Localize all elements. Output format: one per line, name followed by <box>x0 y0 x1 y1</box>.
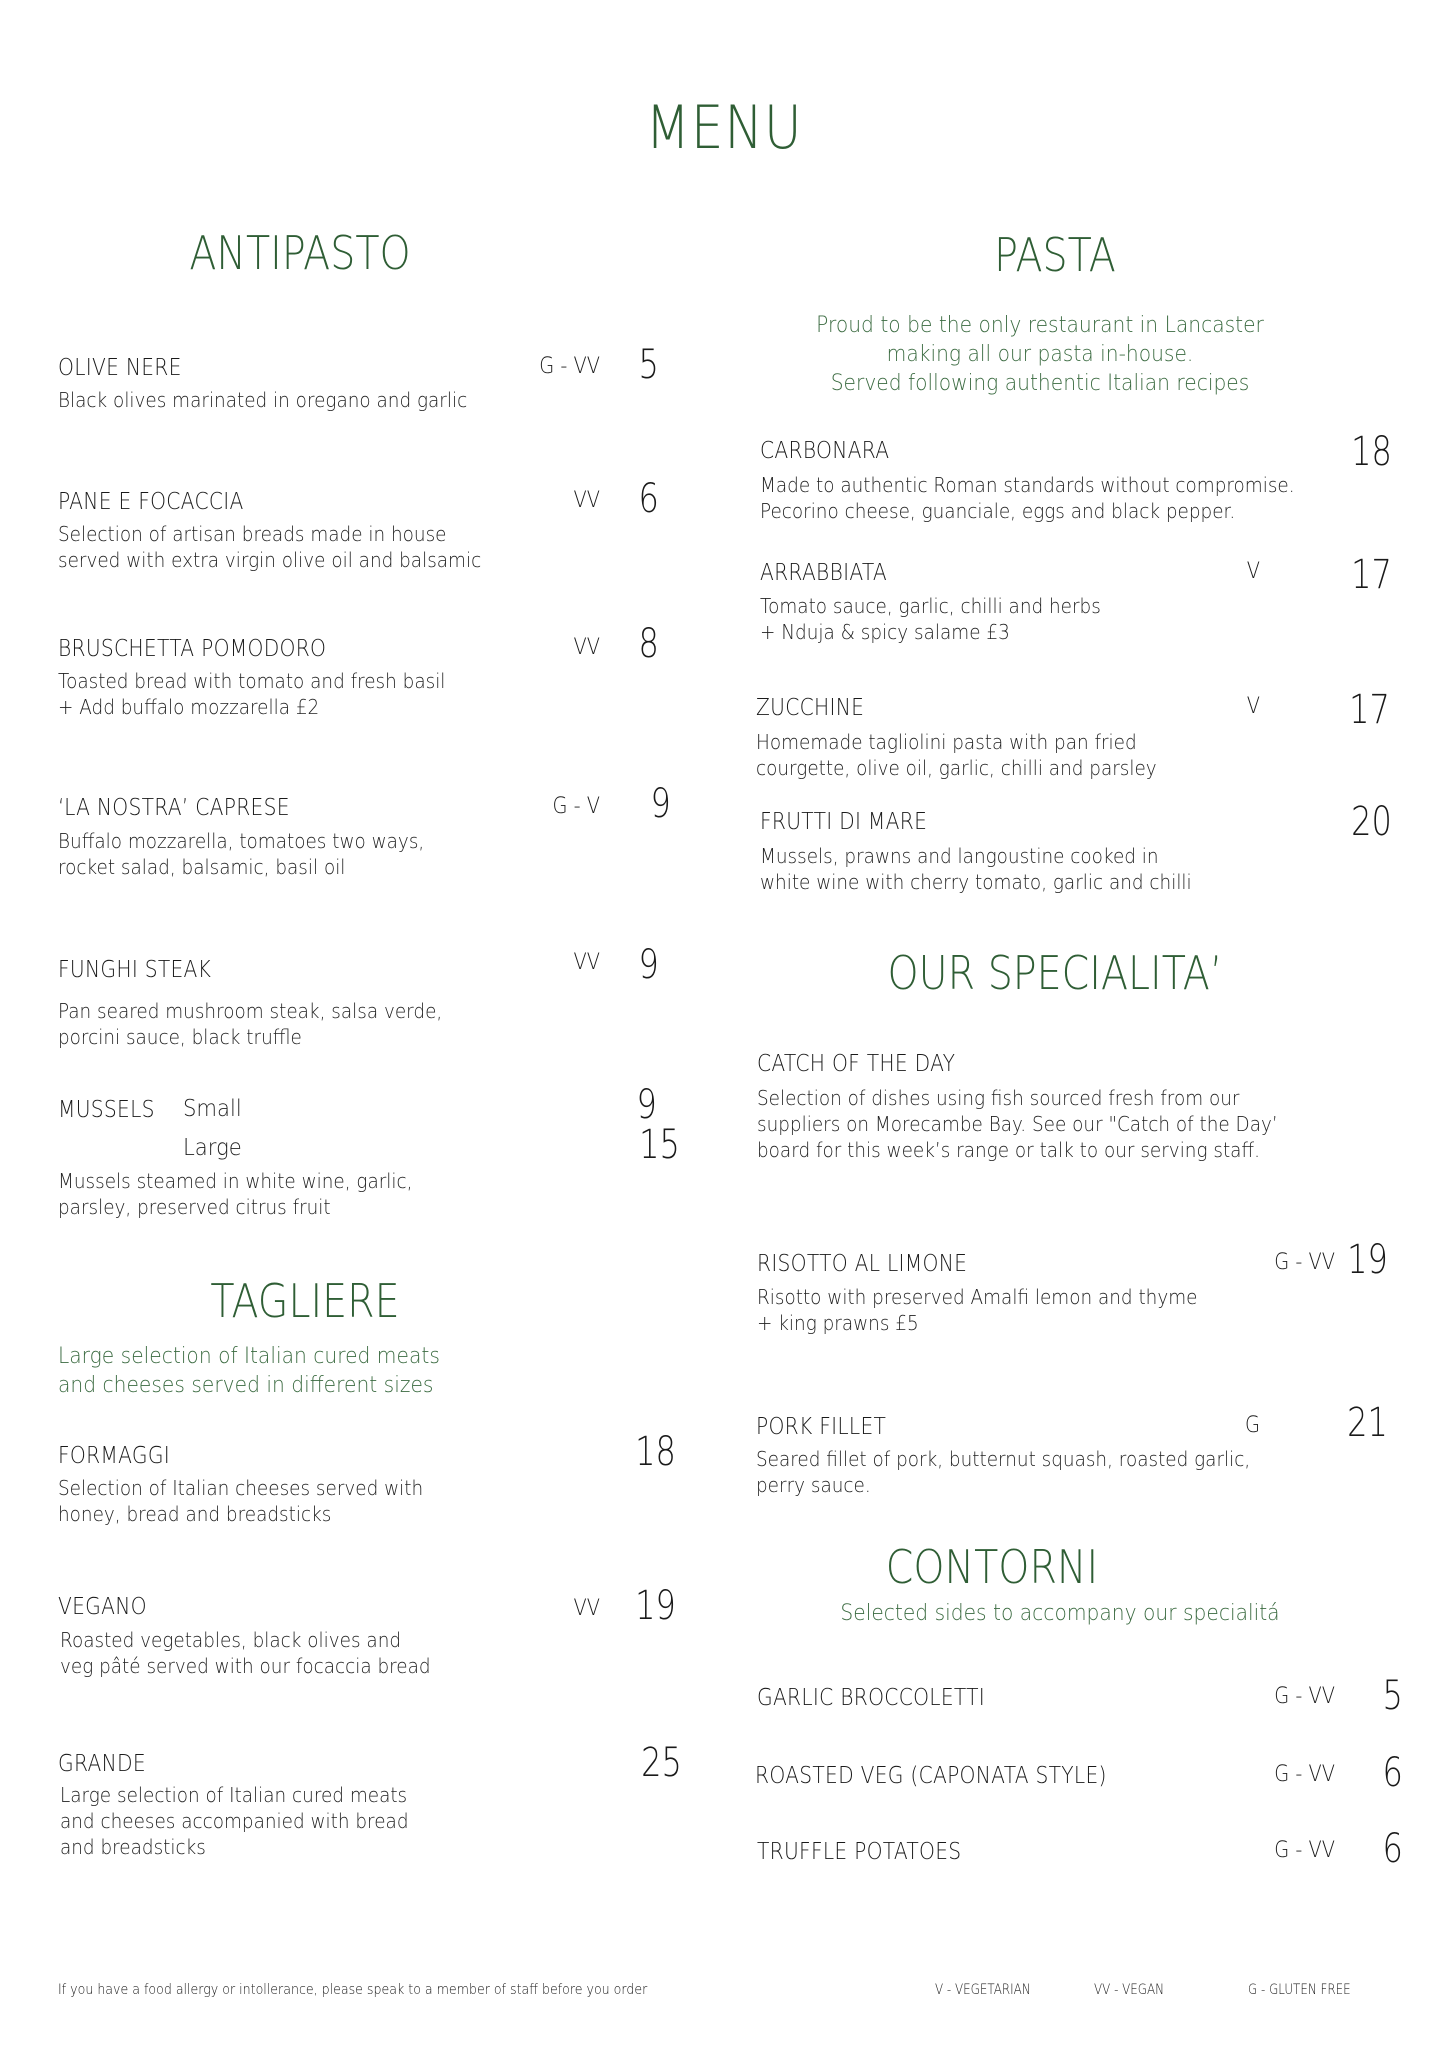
price-large: 15 <box>639 1122 680 1168</box>
diet-badge: G - VV <box>1274 1762 1335 1787</box>
item-description: Homemade tagliolini pasta with pan fried <box>756 730 1137 754</box>
section-title-antipasto: ANTIPASTO <box>189 226 411 280</box>
item-name: TRUFFLE POTATOES <box>757 1839 962 1865</box>
item-price: 19 <box>635 1583 676 1629</box>
item-name: FRUTTI DI MARE <box>760 809 928 835</box>
item-name: CATCH OF THE DAY <box>757 1051 956 1077</box>
note-line: Large selection of Italian cured meats <box>58 1344 440 1369</box>
diet-badge: G - VV <box>1274 1250 1335 1275</box>
item-price: 6 <box>1382 1750 1403 1796</box>
price-small: 9 <box>636 1082 657 1128</box>
item-description: Risotto with preserved Amalfi lemon and thyme <box>757 1285 1198 1309</box>
item-price: 25 <box>641 1740 682 1786</box>
item-description: and cheeses accompanied with bread <box>60 1809 409 1833</box>
item-description: Toasted bread with tomato and fresh basil <box>58 669 446 693</box>
item-name: BRUSCHETTA POMODORO <box>58 636 327 662</box>
item-description: Seared fillet of pork, butternut squash, roasted garlic, <box>756 1447 1251 1471</box>
item-name: PANE E FOCACCIA <box>58 489 244 515</box>
item-description: Made to authentic Roman standards without compromise. <box>760 473 1295 497</box>
legend-vegetarian: V - VEGETARIAN <box>935 1982 1031 1998</box>
note-line: and cheeses served in different sizes <box>58 1373 434 1398</box>
item-description: Buffalo mozzarella, tomatoes two ways, <box>58 829 425 853</box>
diet-badge: G <box>1244 1413 1260 1438</box>
item-price: 5 <box>638 342 659 388</box>
item-description: suppliers on Morecambe Bay. See our "Catch of the Day’ <box>757 1112 1278 1136</box>
item-description: Pecorino cheese, guanciale, eggs and black pepper. <box>760 499 1236 523</box>
section-title-pasta: PASTA <box>994 228 1116 282</box>
item-description: Mussels steamed in white wine, garlic, <box>58 1169 413 1193</box>
diet-badge: V <box>1246 559 1260 584</box>
item-description: parsley, preserved citrus fruit <box>58 1195 331 1219</box>
diet-badge: G - VV <box>1274 1684 1335 1709</box>
section-title-tagliere: TAGLIERE <box>210 1274 400 1328</box>
item-price: 20 <box>1351 799 1392 845</box>
item-description: Selection of dishes using fish sourced fresh from our <box>757 1086 1240 1110</box>
item-description: Mussels, prawns and langoustine cooked in <box>760 844 1159 868</box>
allergy-notice: If you have a food allergy or intollerance, please speak to a member of staff before you order <box>58 1982 648 1998</box>
item-description: honey, bread and breadsticks <box>58 1502 332 1526</box>
item-price: 5 <box>1382 1673 1403 1719</box>
item-price: 19 <box>1347 1237 1388 1283</box>
item-description: Black olives marinated in oregano and garlic <box>58 388 468 412</box>
diet-badge: VV <box>573 1596 600 1621</box>
item-price: 8 <box>638 621 659 667</box>
item-description: Pan seared mushroom steak, salsa verde, <box>58 999 443 1023</box>
item-description: and breadsticks <box>60 1835 206 1859</box>
item-name: CARBONARA <box>760 438 890 464</box>
item-description: + king prawns £5 <box>757 1311 919 1335</box>
item-description: porcini sauce, black truffle <box>58 1025 302 1049</box>
diet-badge: VV <box>573 635 600 660</box>
item-description: Roasted vegetables, black olives and <box>60 1628 402 1652</box>
item-price: 9 <box>638 942 659 988</box>
legend-vegan: VV - VEGAN <box>1094 1982 1165 1998</box>
item-description: veg pâté served with our focaccia bread <box>60 1654 431 1678</box>
item-price: 17 <box>1351 552 1392 598</box>
item-description: Selection of Italian cheeses served with <box>58 1476 424 1500</box>
note-line: Served following authentic Italian recipes <box>830 371 1250 396</box>
item-description: Tomato sauce, garlic, chilli and herbs <box>760 594 1101 618</box>
diet-badge: G - VV <box>1274 1838 1335 1863</box>
legend-gluten-free: G - GLUTEN FREE <box>1248 1982 1351 1998</box>
item-description: white wine with cherry tomato, garlic and chilli <box>760 870 1192 894</box>
size-label-small: Small <box>183 1096 242 1122</box>
item-description: + Add buffalo mozzarella £2 <box>58 695 320 719</box>
section-note-pasta <box>764 311 1316 398</box>
item-description: served with extra virgin olive oil and balsamic <box>58 548 482 572</box>
item-price: 6 <box>1382 1826 1403 1872</box>
item-name: ‘LA NOSTRA’ CAPRESE <box>58 795 290 821</box>
item-price: 21 <box>1347 1400 1388 1446</box>
item-price: 18 <box>1351 429 1392 475</box>
section-note-contorni: Selected sides to accompany our specialitá <box>840 1601 1280 1626</box>
item-price: 18 <box>635 1429 676 1475</box>
page-title: MENU <box>645 93 803 163</box>
diet-badge: G - V <box>552 794 600 819</box>
item-name: FUNGHI STEAK <box>58 957 212 983</box>
item-name: FORMAGGI <box>58 1443 171 1469</box>
item-price: 9 <box>650 781 671 827</box>
item-description: Large selection of Italian cured meats <box>60 1783 408 1807</box>
item-name: PORK FILLET <box>756 1414 887 1440</box>
item-name: GARLIC BROCCOLETTI <box>757 1685 986 1711</box>
diet-badge: VV <box>573 950 600 975</box>
section-title-contorni: CONTORNI <box>885 1540 1099 1594</box>
item-description: perry sauce. <box>756 1473 871 1497</box>
item-name: ARRABBIATA <box>760 560 888 586</box>
item-price: 6 <box>638 476 659 522</box>
item-name: RISOTTO AL LIMONE <box>757 1251 968 1277</box>
item-name: GRANDE <box>58 1751 146 1777</box>
item-name: ROASTED VEG (CAPONATA STYLE) <box>755 1763 1107 1789</box>
diet-badge: VV <box>573 488 600 513</box>
section-title-specialita: OUR SPECIALITA’ <box>887 946 1223 1000</box>
size-label-large: Large <box>183 1135 242 1161</box>
section-note-tagliere <box>58 1342 440 1400</box>
item-description: board for this week’s range or talk to our serving staff. <box>757 1138 1260 1162</box>
diet-badge: V <box>1246 694 1260 719</box>
item-description: rocket salad, balsamic, basil oil <box>58 855 346 879</box>
item-description: courgette, olive oil, garlic, chilli and parsley <box>756 756 1157 780</box>
item-name: VEGANO <box>58 1594 147 1620</box>
item-name: OLIVE NERE <box>58 355 182 381</box>
note-line: making all our pasta in-house. <box>886 342 1194 367</box>
item-name: ZUCCHINE <box>756 695 865 721</box>
item-name: MUSSELS <box>58 1097 155 1123</box>
item-description: + Nduja & spicy salame £3 <box>760 620 1010 644</box>
note-line: Proud to be the only restaurant in Lancaster <box>816 313 1264 338</box>
item-description: Selection of artisan breads made in house <box>58 522 447 546</box>
item-price: 17 <box>1349 687 1390 733</box>
diet-badge: G - VV <box>539 354 600 379</box>
